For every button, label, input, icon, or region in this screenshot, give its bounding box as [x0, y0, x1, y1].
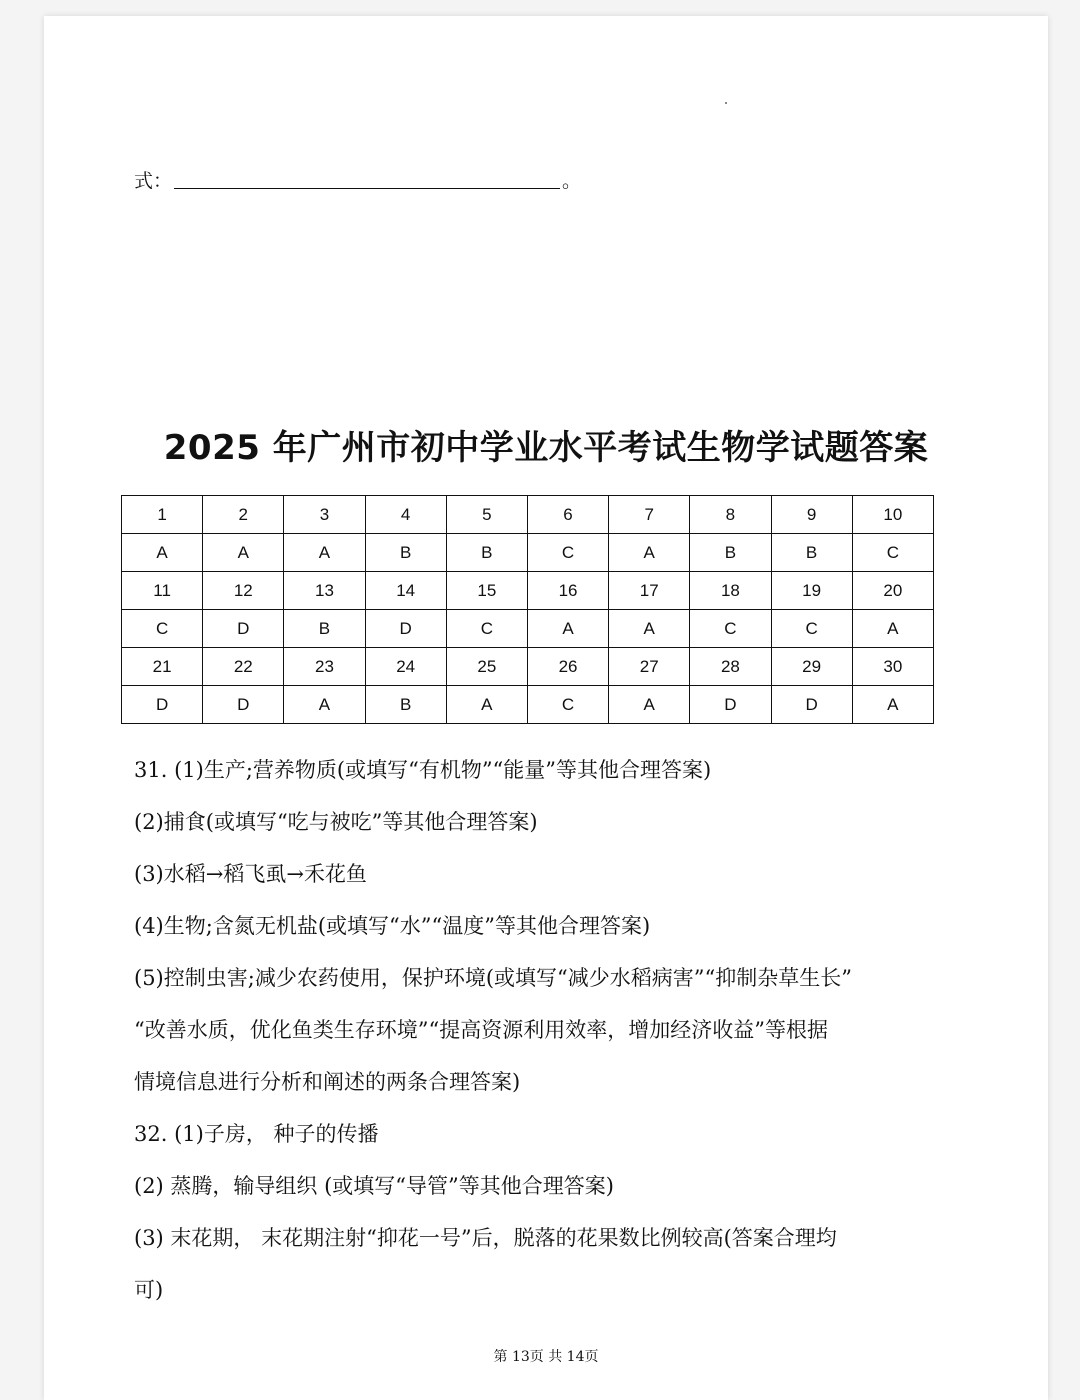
answer-key-row — [122, 610, 934, 648]
table-cell: 9 — [771, 496, 852, 534]
table-cell: A — [852, 686, 933, 724]
table-cell: 19 — [771, 572, 852, 610]
fragment-label: 式： — [134, 170, 173, 192]
table-cell: B — [446, 534, 527, 572]
table-cell: A — [284, 534, 365, 572]
table-cell: 21 — [122, 648, 203, 686]
table-cell: 15 — [446, 572, 527, 610]
answer-line: “改善水质，优化鱼类生存环境”“提高资源利用效率，增加经济收益”等根据 — [134, 1018, 828, 1042]
document-page — [44, 16, 1048, 1400]
table-cell: D — [203, 686, 284, 724]
answer-line: (2)捕食(或填写“吃与被吃”等其他合理答案) — [134, 810, 538, 834]
fragment-end: 。 — [562, 170, 582, 192]
table-cell: B — [365, 534, 446, 572]
table-cell: 14 — [365, 572, 446, 610]
table-cell: A — [203, 534, 284, 572]
answer-line: (5)控制虫害;减少农药使用，保护环境(或填写“减少水稻病害”“抑制杂草生长” — [134, 966, 852, 990]
answer-line: (3) 末花期， 末花期注射“抑花一号”后，脱落的花果数比例较高(答案合理均 — [134, 1226, 837, 1250]
table-cell: D — [771, 686, 852, 724]
table-cell: B — [365, 686, 446, 724]
table-cell: 5 — [446, 496, 527, 534]
table-cell: 16 — [527, 572, 608, 610]
answer-line: 31. (1)生产;营养物质(或填写“有机物”“能量”等其他合理答案) — [134, 758, 712, 782]
answer-key-row — [122, 686, 934, 724]
table-cell: C — [527, 686, 608, 724]
table-cell: 6 — [527, 496, 608, 534]
question-number-row — [122, 496, 934, 534]
table-cell: A — [446, 686, 527, 724]
open-answers — [134, 744, 964, 1316]
table-cell: 3 — [284, 496, 365, 534]
table-cell: 2 — [203, 496, 284, 534]
table-cell: D — [122, 686, 203, 724]
table-cell: C — [122, 610, 203, 648]
page-number: 第 13页 共 14页 — [493, 1349, 599, 1365]
table-cell: 25 — [446, 648, 527, 686]
table-cell: 22 — [203, 648, 284, 686]
table-cell: A — [609, 534, 690, 572]
table-cell: 8 — [690, 496, 771, 534]
table-cell: 7 — [609, 496, 690, 534]
table-cell: A — [609, 686, 690, 724]
scan-speck — [725, 102, 727, 104]
table-cell: B — [771, 534, 852, 572]
table-cell: 12 — [203, 572, 284, 610]
table-cell: 29 — [771, 648, 852, 686]
table-cell: C — [446, 610, 527, 648]
table-cell: 10 — [852, 496, 933, 534]
table-cell: 20 — [852, 572, 933, 610]
answer-line: 可) — [134, 1278, 164, 1302]
table-cell: 30 — [852, 648, 933, 686]
table-cell: 27 — [609, 648, 690, 686]
previous-question-fragment — [134, 166, 581, 193]
table-cell: C — [527, 534, 608, 572]
table-cell: A — [852, 610, 933, 648]
question-number-row — [122, 572, 934, 610]
table-cell: B — [284, 610, 365, 648]
answer-line: 32. (1)子房， 种子的传播 — [134, 1122, 379, 1146]
table-cell: D — [690, 686, 771, 724]
answer-line: (3)水稻→稻飞虱→禾花鱼 — [134, 862, 367, 886]
table-cell: A — [527, 610, 608, 648]
answer-key-row — [122, 534, 934, 572]
table-cell: 17 — [609, 572, 690, 610]
table-cell: C — [690, 610, 771, 648]
table-cell: 4 — [365, 496, 446, 534]
table-cell: C — [771, 610, 852, 648]
table-cell: 1 — [122, 496, 203, 534]
answer-blank — [174, 172, 560, 189]
table-cell: A — [284, 686, 365, 724]
table-cell: A — [122, 534, 203, 572]
table-cell: 26 — [527, 648, 608, 686]
table-cell: 18 — [690, 572, 771, 610]
page-title: 2025 年广州市初中学业水平考试生物学试题答案 — [163, 428, 929, 468]
question-number-row — [122, 648, 934, 686]
table-cell: 28 — [690, 648, 771, 686]
table-cell: 13 — [284, 572, 365, 610]
answer-line: (2) 蒸腾，输导组织 (或填写“导管”等其他合理答案) — [134, 1174, 614, 1198]
answer-line: (4)生物;含氮无机盐(或填写“水”“温度”等其他合理答案) — [134, 914, 651, 938]
table-cell: 11 — [122, 572, 203, 610]
table-cell: 23 — [284, 648, 365, 686]
table-cell: C — [852, 534, 933, 572]
table-cell: D — [203, 610, 284, 648]
table-cell: D — [365, 610, 446, 648]
table-cell: B — [690, 534, 771, 572]
table-cell: A — [609, 610, 690, 648]
answer-table — [121, 495, 934, 724]
table-cell: 24 — [365, 648, 446, 686]
answer-line: 情境信息进行分析和阐述的两条合理答案) — [134, 1070, 521, 1094]
